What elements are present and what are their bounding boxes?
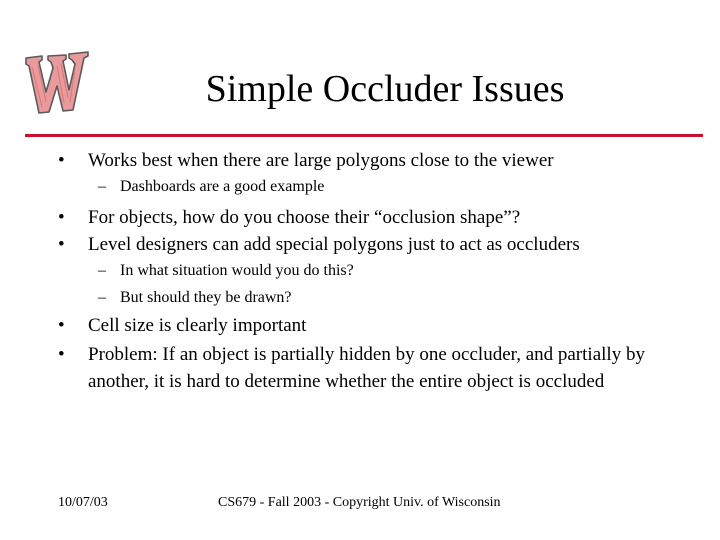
bullet-marker: •: [58, 150, 65, 171]
sub-bullet-marker: –: [98, 262, 106, 279]
sub-bullet-text: But should they be drawn?: [120, 289, 292, 306]
bullet-marker: •: [58, 234, 65, 255]
sub-bullet-marker: –: [98, 289, 106, 306]
sub-bullet-text: In what situation would you do this?: [120, 262, 354, 279]
footer-credit: CS679 - Fall 2003 - Copyright Univ. of Wisconsin: [218, 495, 501, 510]
footer-date: 10/07/03: [58, 495, 108, 510]
bullet-marker: •: [58, 344, 65, 365]
bullet-text: Works best when there are large polygons close to the viewer: [88, 150, 554, 171]
bullet-marker: •: [58, 315, 65, 336]
sub-bullet-item: [98, 260, 678, 282]
bullet-item: [58, 231, 688, 258]
bullet-marker: •: [58, 207, 65, 228]
sub-bullet-marker: –: [98, 178, 106, 195]
bullet-item: [58, 341, 688, 395]
bullet-item: [58, 147, 688, 174]
bullet-item: [58, 312, 688, 339]
bullet-text: Problem: If an object is partially hidden by one occluder, and partially by another, it is hard to determine whether the entire object is occluded: [88, 344, 645, 392]
bullet-text: For objects, how do you choose their “occlusion shape”?: [88, 207, 521, 228]
sub-bullet-item: [98, 287, 678, 309]
bullet-text: Cell size is clearly important: [88, 315, 307, 336]
slide-title: Simple Occluder Issues: [205, 68, 565, 110]
sub-bullet-item: [98, 176, 678, 198]
bullet-item: [58, 204, 688, 231]
bullet-text: Level designers can add special polygons just to act as occluders: [88, 234, 580, 255]
sub-bullet-text: Dashboards are a good example: [120, 178, 325, 195]
